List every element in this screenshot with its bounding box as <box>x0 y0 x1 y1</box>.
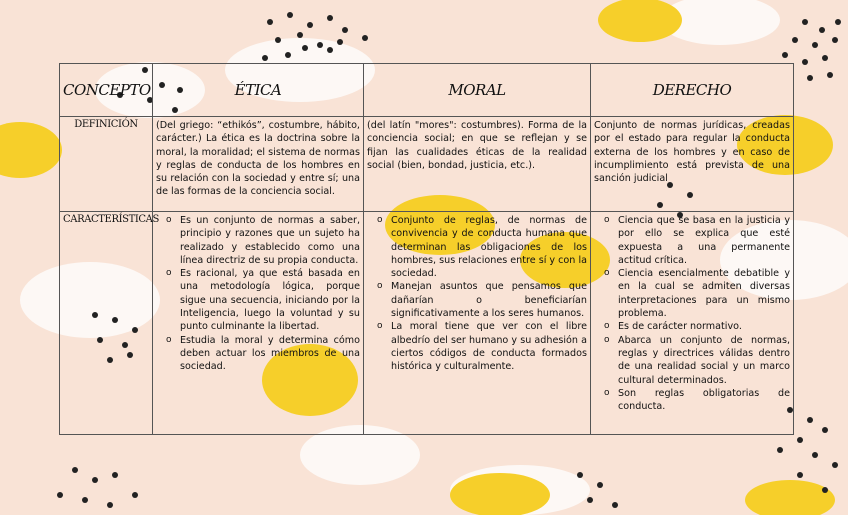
header-derecho: DERECHO <box>591 64 794 117</box>
list-item: o Conjunto de reglas, de normas de convivencia y de conducta humana que determinan las obligaciones de los hombres, sus relaciones entre sí y con la sociedad. <box>391 214 587 280</box>
derecho-bullet-list <box>594 214 790 413</box>
list-item: o Es un conjunto de normas a saber, principio y razones que un sujeto ha realizado y establecido como una línea directriz de su propia conducta. <box>180 214 360 267</box>
row-label-definicion: DEFINICIÓN <box>60 117 153 212</box>
definition-row <box>60 117 794 212</box>
comparison-table <box>59 63 794 435</box>
list-item: o Ciencia esencialmente debatible y en la cual se admiten diversas interpretaciones para un mismo problema. <box>618 267 790 320</box>
header-etica: ÉTICA <box>153 64 364 117</box>
header-concepto: CONCEPTO <box>60 64 153 117</box>
list-item: o Son reglas obligatorias de conducta. <box>618 387 790 414</box>
list-item: o Ciencia que se basa en la justicia y por ello se explica que esté expuesta a una permanente actitud crítica. <box>618 214 790 267</box>
list-item: o Es racional, ya que está basada en una metodología lógica, porque sigue una secuencia, iniciando por la Inteligencia, luego la voluntad y su punto culminante la libertad. <box>180 267 360 333</box>
row-label-caracteristicas: CARACTERÍSTICAS <box>60 212 153 435</box>
caracteristicas-moral <box>364 212 591 435</box>
etica-bullet-list <box>156 214 360 374</box>
caracteristicas-derecho <box>591 212 794 435</box>
list-item: o Es de carácter normativo. <box>618 320 790 333</box>
moral-bullet-list <box>367 214 587 374</box>
caracteristicas-etica <box>153 212 364 435</box>
header-row <box>60 64 794 117</box>
definicion-derecho: Conjunto de normas jurídicas, creadas por el estado para regular la conducta externa de los hombres y en caso de incumplimiento está prevista de una sanción judicial <box>591 117 794 212</box>
list-item: o La moral tiene que ver con el libre albedrío del ser humano y su adhesión a ciertos códigos de conducta formados histórica y culturalmente. <box>391 320 587 373</box>
header-moral: MORAL <box>364 64 591 117</box>
definicion-moral: (del latín "mores": costumbres). Forma de la conciencia social; en que se reflejan y se fijan las cualidades éticas de la realidad social (bien, bondad, justicia, etc.). <box>364 117 591 212</box>
list-item: o Estudia la moral y determina cómo deben actuar los miembros de una sociedad. <box>180 334 360 374</box>
list-item: o Manejan asuntos que pensamos que dañarían o beneficiarían significativamente a los seres humanos. <box>391 280 587 320</box>
list-item: o Abarca un conjunto de normas, reglas y directrices válidas dentro de una realidad social y un marco cultural determinados. <box>618 334 790 387</box>
definicion-etica: (Del griego: “ethikós”, costumbre, hábito, carácter.) La ética es la doctrina sobre la moral, la moralidad; el sistema de normas y reglas de conducta de los hombres en su relación con la sociedad y entre sí; una de las formas de la conciencia social. <box>153 117 364 212</box>
characteristics-row <box>60 212 794 435</box>
